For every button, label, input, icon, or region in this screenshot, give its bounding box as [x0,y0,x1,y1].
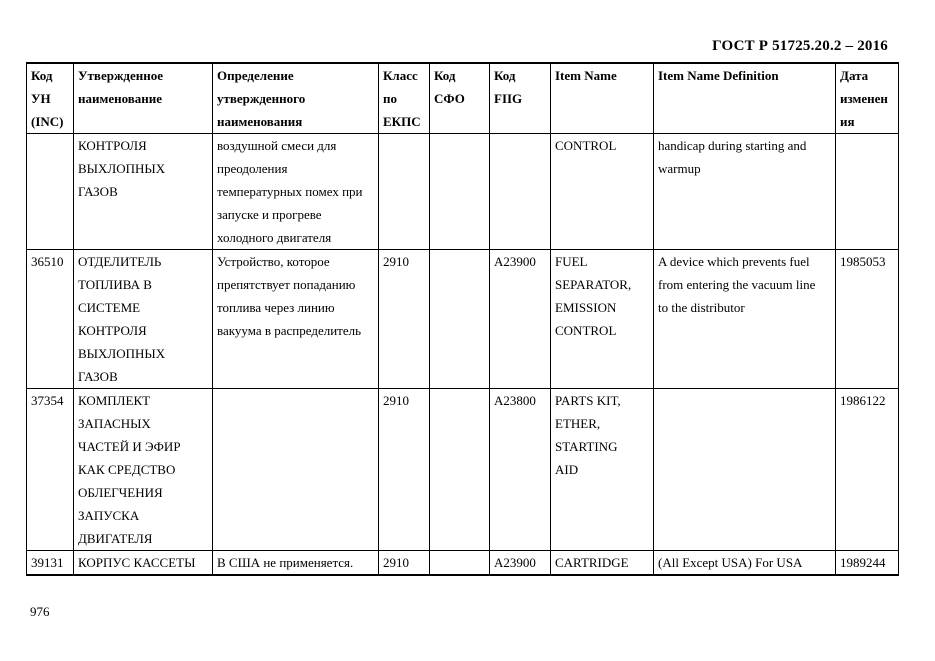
cell-line: ОБЛЕГЧЕНИЯ [78,485,163,500]
cell-line: FUEL [555,254,588,269]
cell-line: handicap during starting and [658,138,807,153]
header-col-change-date [836,63,899,134]
cell-line: ЗАПУСКА [78,508,140,523]
cell-line: В США не применяется. [217,555,354,570]
header-line: Утвержденное [78,68,163,83]
cell-line: СИСТЕМЕ [78,300,141,315]
catalog-table [26,62,899,576]
col-sfo-code [430,134,490,250]
cell-line: ДВИГАТЕЛЯ [78,531,153,546]
col-ekps-class: 2910 [379,250,430,389]
cell-line: ГАЗОВ [78,369,118,384]
col-name-ru [74,250,213,389]
header-line: наименования [217,114,303,129]
cell-line: warmup [658,161,701,176]
cell-line: Устройство, которое [217,254,330,269]
page-number: 976 [30,604,50,619]
cell-line: КАК СРЕДСТВО [78,462,176,477]
header-col-definition-ru [213,63,379,134]
cell-line: A device which prevents fuel [658,254,810,269]
col-change-date: 1989244 [836,551,899,576]
header-col-sfo-code [430,63,490,134]
cell-line: CONTROL [555,323,617,338]
cell-line: CONTROL [555,138,617,153]
table-row [27,134,899,250]
cell-line: from entering the vacuum line [658,277,816,292]
header-col-item-name [551,63,654,134]
col-name-ru [74,389,213,551]
header-line: наименование [78,91,163,106]
header-line: Item Name Definition [658,68,779,83]
col-change-date: 1986122 [836,389,899,551]
header-line: СФО [434,91,465,106]
cell-line: (All Except USA) For USA [658,555,803,570]
cell-line: AID [555,462,579,477]
col-fiig-code [490,134,551,250]
col-name-ru [74,134,213,250]
header-line: ЕКПС [383,114,421,129]
col-fiig-code: A23900 [490,250,551,389]
col-item-name-definition [654,250,836,389]
header-line: Item Name [555,68,617,83]
cell-line: КОНТРОЛЯ [78,138,147,153]
header-line: утвержденного [217,91,306,106]
col-item-name [551,134,654,250]
header-col-fiig-code [490,63,551,134]
cell-line: запуске и прогреве [217,207,322,222]
header-line: (INC) [31,114,64,129]
cell-line: CARTRIDGE [555,555,629,570]
col-definition-ru [213,551,379,576]
cell-line: препятствует попаданию [217,277,356,292]
header-col-ekps-class [379,63,430,134]
header-col-name-ru [74,63,213,134]
cell-line: ГАЗОВ [78,184,118,199]
cell-line: холодного двигателя [217,230,332,245]
header-line: Определение [217,68,294,83]
table-row [27,389,899,551]
col-item-name-definition [654,551,836,576]
cell-line: EMISSION [555,300,617,315]
cell-line: to the distributor [658,300,745,315]
cell-line: температурных помех при [217,184,363,199]
cell-line: ЧАСТЕЙ И ЭФИР [78,439,181,454]
table-row [27,250,899,389]
header-line: Код [494,68,516,83]
cell-line: ТОПЛИВА В [78,277,152,292]
col-fiig-code: A23800 [490,389,551,551]
cell-line: ВЫХЛОПНЫХ [78,161,166,176]
header-line: FIIG [494,91,523,106]
cell-line: КОРПУС КАССЕТЫ [78,555,196,570]
header-line: Дата [840,68,869,83]
col-ekps-class [379,134,430,250]
col-inc: 36510 [27,250,74,389]
col-change-date [836,134,899,250]
header-line: УН [31,91,51,106]
col-definition-ru [213,250,379,389]
cell-line: ВЫХЛОПНЫХ [78,346,166,361]
header-line: Код [434,68,456,83]
col-inc: 37354 [27,389,74,551]
col-fiig-code: A23900 [490,551,551,576]
col-sfo-code [430,389,490,551]
col-item-name [551,389,654,551]
cell-line: преодоления [217,161,288,176]
table-header-row [27,63,899,134]
col-sfo-code [430,250,490,389]
cell-line: ETHER, [555,416,601,431]
col-name-ru [74,551,213,576]
header-line: изменен [840,91,888,106]
table-row [27,551,899,576]
col-inc: 39131 [27,551,74,576]
cell-line: КОМПЛЕКТ [78,393,151,408]
cell-line: STARTING [555,439,618,454]
cell-line: топлива через линию [217,300,335,315]
cell-line: SEPARATOR, [555,277,632,292]
col-change-date: 1985053 [836,250,899,389]
header-col-inc [27,63,74,134]
col-definition-ru [213,134,379,250]
cell-line: ОТДЕЛИТЕЛЬ [78,254,162,269]
header-line: Класс [383,68,418,83]
cell-line: воздушной смеси для [217,138,337,153]
col-item-name-definition [654,389,836,551]
col-definition-ru [213,389,379,551]
header-line: ия [840,114,855,129]
col-ekps-class: 2910 [379,551,430,576]
header-col-item-name-definition [654,63,836,134]
col-item-name [551,551,654,576]
header-line: Код [31,68,53,83]
col-ekps-class: 2910 [379,389,430,551]
col-item-name-definition [654,134,836,250]
cell-line: вакуума в распределитель [217,323,362,338]
cell-line: PARTS KIT, [555,393,621,408]
col-inc [27,134,74,250]
table-body [27,134,899,576]
cell-line: КОНТРОЛЯ [78,323,147,338]
col-sfo-code [430,551,490,576]
col-item-name [551,250,654,389]
cell-line: ЗАПАСНЫХ [78,416,151,431]
header-line: по [383,91,397,106]
document-code: ГОСТ Р 51725.20.2 – 2016 [712,38,888,54]
